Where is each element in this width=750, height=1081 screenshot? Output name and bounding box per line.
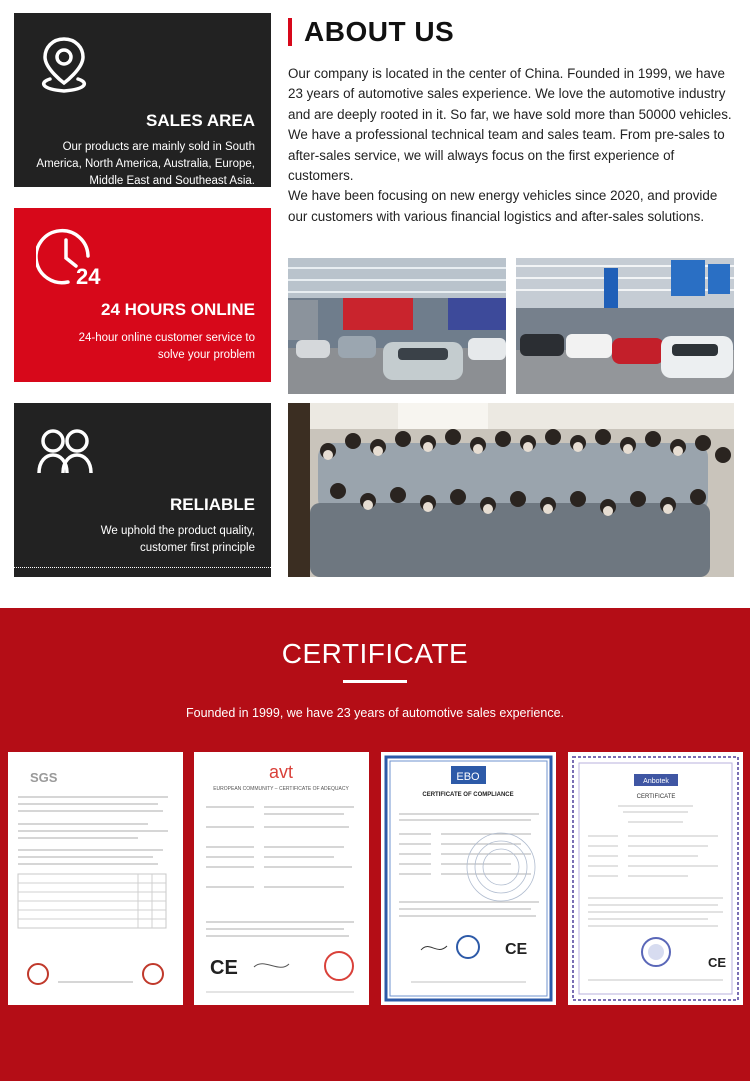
card-description: Our products are mainly sold in South America, North America, Australia, Europe, Middle East and Southeast Asia. <box>36 141 255 187</box>
certificate-avt <box>194 752 369 1005</box>
card-title: 24 HOURS ONLINE <box>101 300 255 319</box>
anbotek-heading: CERTIFICATE <box>636 794 676 800</box>
clock-24-label: 24 <box>76 264 101 289</box>
ce-mark: CE <box>210 957 238 979</box>
ebo-heading: CERTIFICATE OF COMPLIANCE <box>422 792 514 798</box>
ce-mark: CE <box>708 955 727 970</box>
card-description: We uphold the product quality, customer first principle <box>100 525 255 554</box>
certificate-section <box>0 608 750 1081</box>
certificate-subtitle: Founded in 1999, we have 23 years of automotive sales experience. <box>185 706 564 720</box>
ebo-logo: EBO <box>456 771 480 783</box>
certificate-title: CERTIFICATE <box>281 638 469 669</box>
showroom-photo <box>516 258 734 394</box>
certificate-sgs <box>8 752 183 1005</box>
people-icon <box>36 427 94 482</box>
avt-logo: avt <box>268 762 294 782</box>
card-title: RELIABLE <box>170 495 255 514</box>
about-paragraph: Our company is located in the center of China. Founded in 1999, we have 23 years of automotive sales experience. We love the automotive industry and are deeply rooted in it. So far, we have sold more than 50000 vehicles. We have a professional technical team and sales team. From pre-sales to after-sales service, we will always focus on the first experience of customers. <box>288 66 732 184</box>
about-title: ABOUT US <box>304 16 455 47</box>
location-pin-icon <box>36 35 92 100</box>
ce-mark: CE <box>505 941 528 958</box>
hours-online-card <box>14 208 271 382</box>
about-paragraph: We have been focusing on new energy vehicles since 2020, and provide our customers with various financial logistics and after-sales solutions. <box>288 188 718 224</box>
dotted-divider <box>14 567 271 568</box>
certificate-anbotek <box>568 752 743 1005</box>
team-photo <box>288 403 734 577</box>
sgs-logo: SGS <box>30 770 58 785</box>
card-title: SALES AREA <box>146 111 255 130</box>
anbotek-logo: Anbotek <box>643 778 669 785</box>
title-underline <box>343 680 407 683</box>
title-accent-bar <box>288 18 292 46</box>
about-text <box>288 64 734 227</box>
sales-area-card <box>14 13 271 187</box>
certificate-ebo <box>381 752 556 1005</box>
clock-24-icon <box>36 226 112 297</box>
reliable-card <box>14 403 271 577</box>
showroom-photo <box>288 258 506 394</box>
card-description: 24-hour online customer service to solve your problem <box>78 332 255 361</box>
avt-heading: EUROPEAN COMMUNITY – CERTIFICATE OF ADEQUACY <box>213 786 349 792</box>
